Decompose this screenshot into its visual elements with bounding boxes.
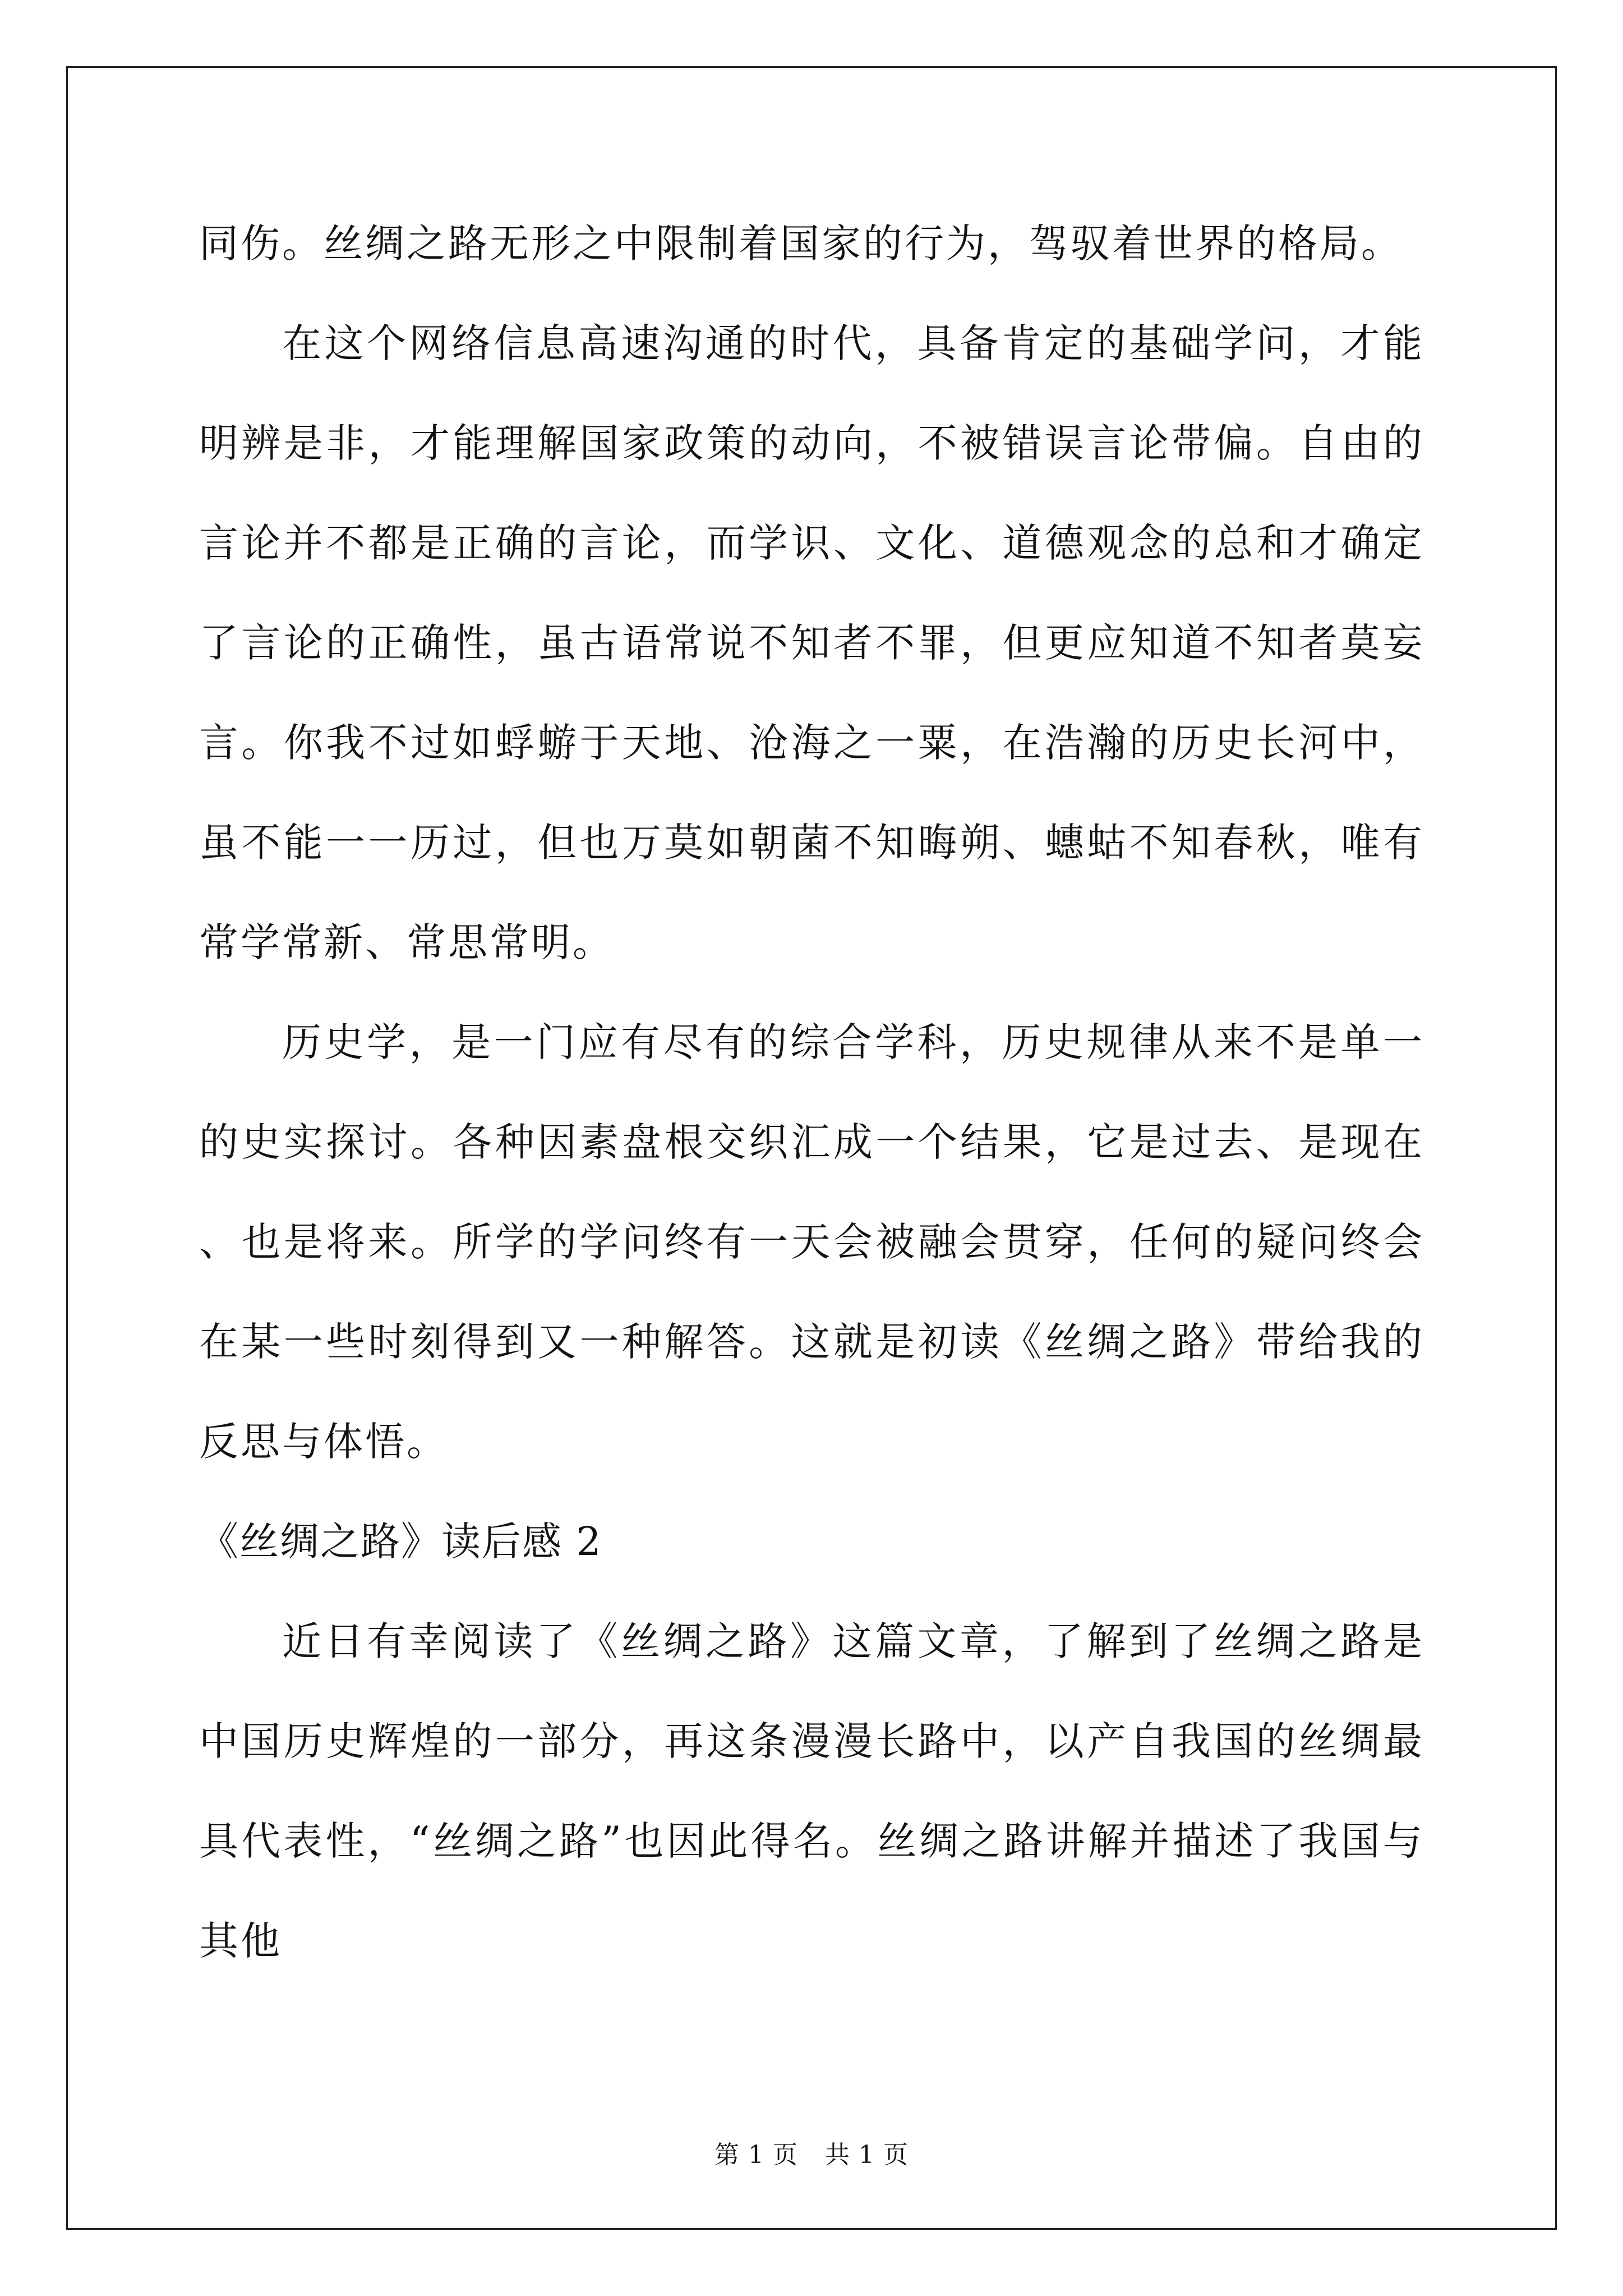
paragraph: 近日有幸阅读了《丝绸之路》这篇文章，了解到了丝绸之路是中国历史辉煌的一部分，再这条漫漫长路中，以产自我国的丝绸最具代表性，“丝绸之路”也因此得名。丝绸之路讲解并描述了我国与其他 [199, 1618, 1424, 1964]
paragraph: 历史学，是一门应有尽有的综合学科，历史规律从来不是单一的史实探讨。各种因素盘根交织汇成一个结果，它是过去、是现在、也是将来。所学的学问终有一天会被融会贯穿，任何的疑问终会在某一些时刻得到又一种解答。这就是初读《丝绸之路》带给我的反思与体悟。 [199, 1019, 1424, 1465]
section-heading: 《丝绸之路》读后感 2 [199, 1519, 602, 1565]
paragraph: 在这个网络信息高速沟通的时代，具备肯定的基础学问，才能明辨是非，才能理解国家政策的动向，不被错误言论带偏。自由的言论并不都是正确的言论，而学识、文化、道德观念的总和才确定了言论的正确性，虽古语常说不知者不罪，但更应知道不知者莫妄言。你我不过如蜉蝣于天地、沧海之一粟，在浩瀚的历史长河中，虽不能一一历过，但也万莫如朝菌不知晦朔、蟪蛄不知春秋，唯有常学常新、常思常明。 [199, 320, 1424, 965]
page-total: 共 1 页 [825, 2141, 909, 2169]
page-number: 第 1 页 [714, 2141, 798, 2169]
page-footer [0, 2134, 1623, 2170]
paragraph-continuation: 同伤。丝绸之路无形之中限制着国家的行为，驾驭着世界的格局。 [199, 220, 1403, 266]
document-body [199, 194, 1424, 1991]
